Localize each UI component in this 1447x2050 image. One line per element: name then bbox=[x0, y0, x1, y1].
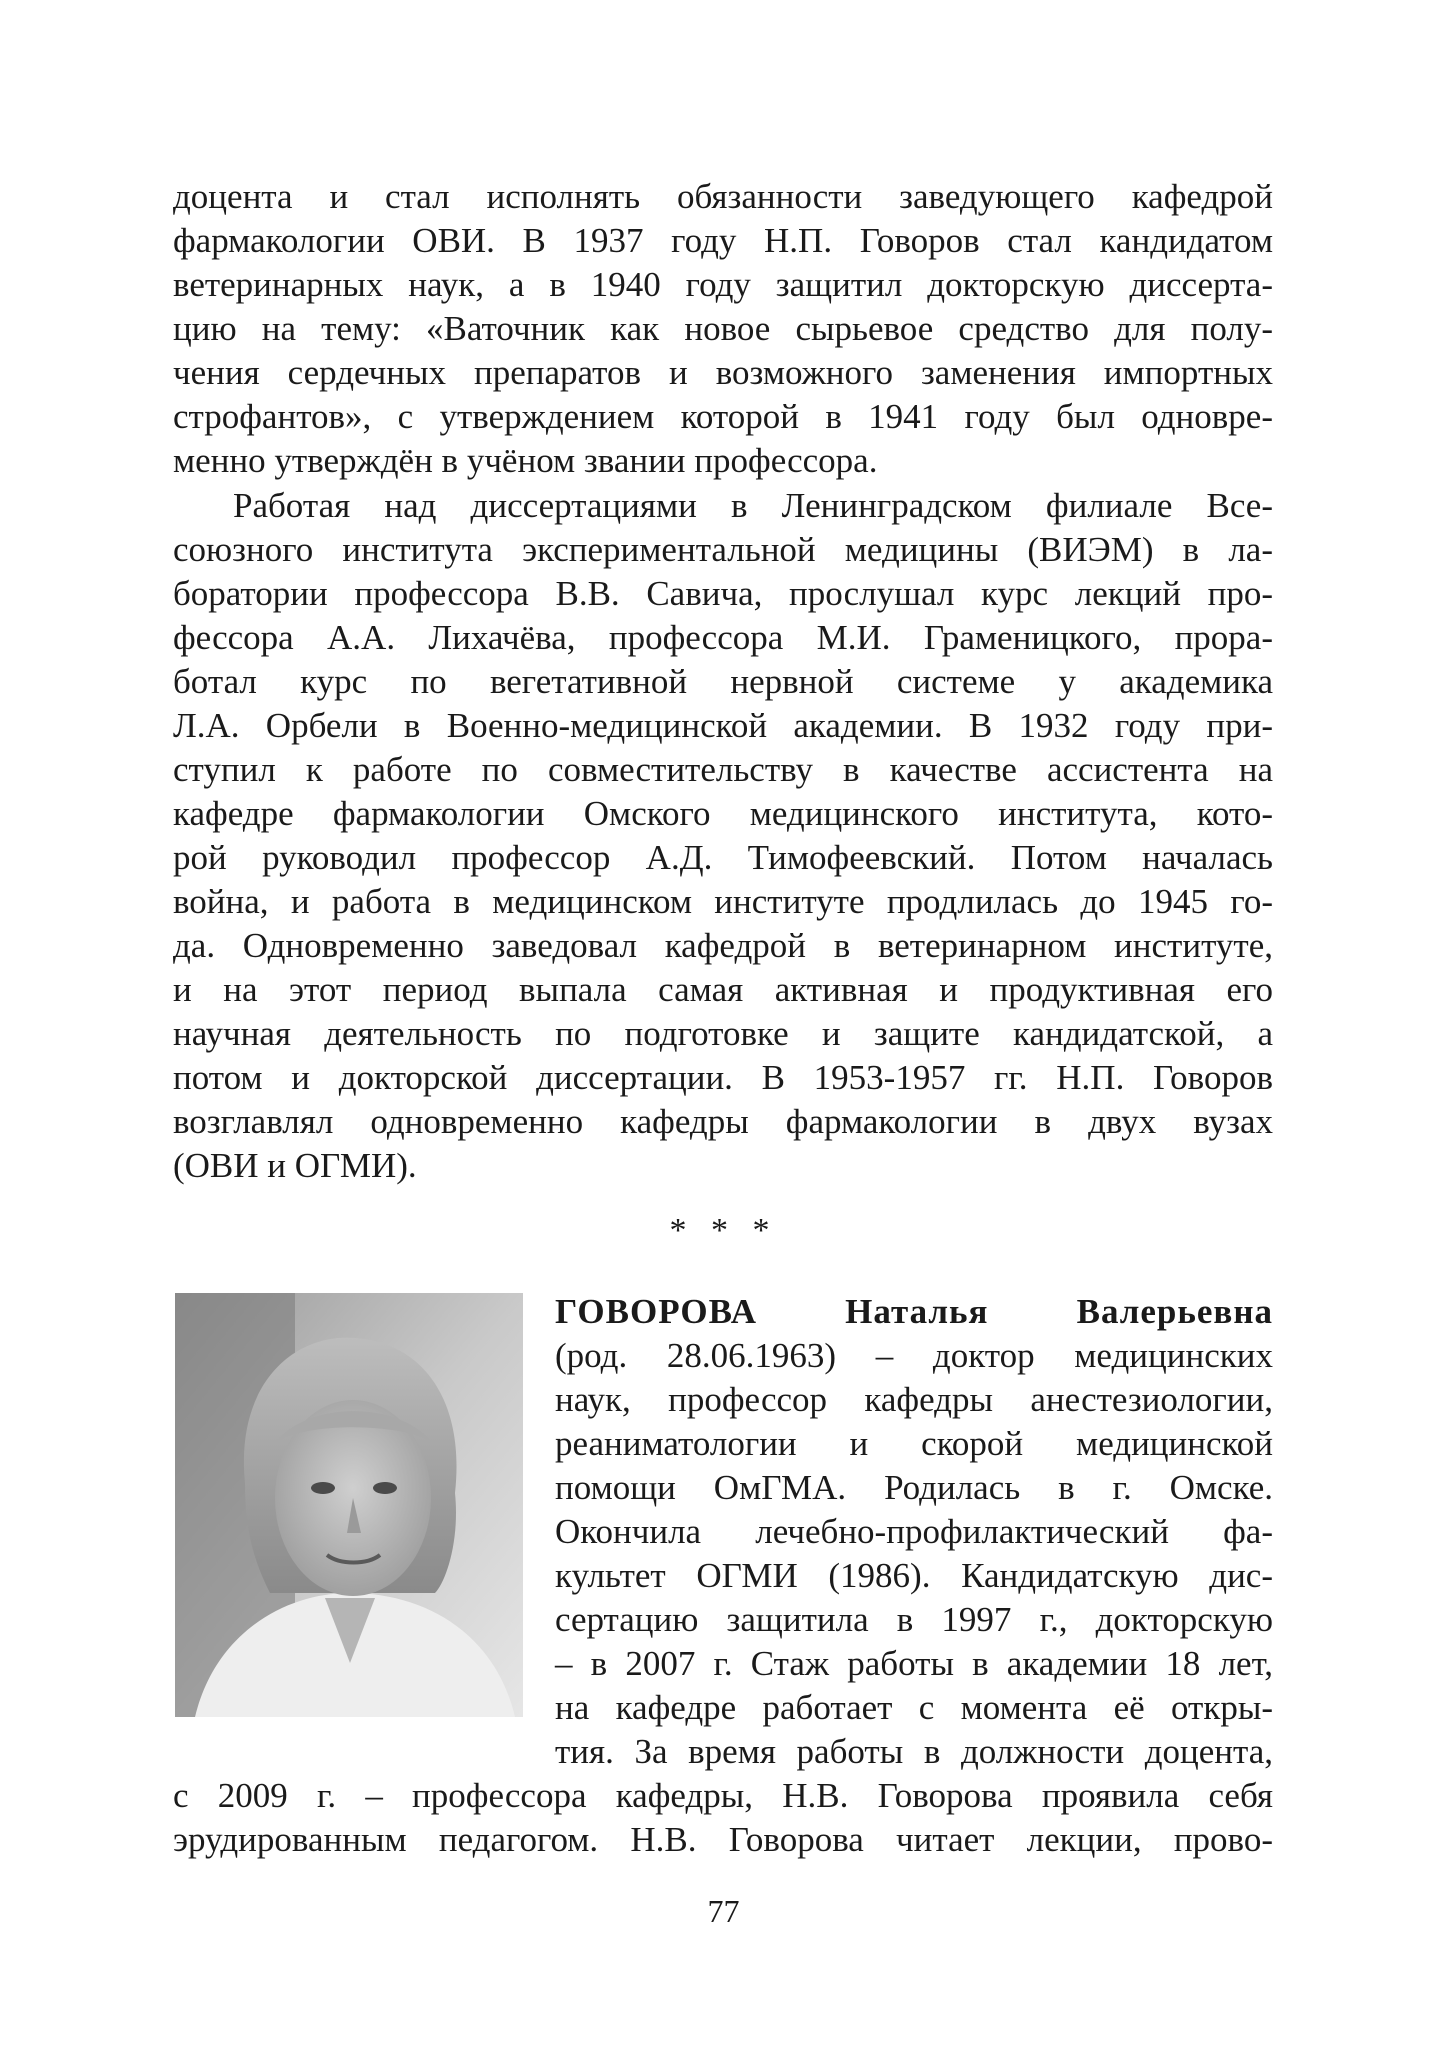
text-line: фармакологии ОВИ. В 1937 году Н.П. Говоров стал кандидатом bbox=[173, 221, 1273, 260]
text-line: Л.А. Орбели в Военно-медицинской академии. В 1932 году при- bbox=[173, 706, 1273, 745]
text-line: (род. 28.06.1963) – доктор медицинских bbox=[555, 1336, 1273, 1375]
text-line: ветеринарных наук, а в 1940 году защитил докторскую диссерта- bbox=[173, 265, 1273, 304]
text-line: реаниматологии и скорой медицинской bbox=[555, 1424, 1273, 1463]
text-line: цию на тему: «Ваточник как новое сырьевое средство для полу- bbox=[173, 309, 1273, 348]
portrait-image bbox=[175, 1293, 523, 1717]
section-separator: * * * bbox=[669, 1212, 778, 1249]
text-line: возглавлял одновременно кафедры фармакологии в двух вузах bbox=[173, 1102, 1273, 1141]
person-name: ГОВОРОВА Наталья Валерьевна bbox=[555, 1292, 1273, 1331]
text-line: строфантов», с утверждением которой в 1941 году был одновре- bbox=[173, 397, 1273, 436]
text-line: с 2009 г. – профессора кафедры, Н.В. Говорова проявила себя bbox=[173, 1776, 1273, 1815]
text-line: менно утверждён в учёном звании профессора. bbox=[173, 441, 878, 480]
text-line: и на этот период выпала самая активная и продуктивная его bbox=[173, 970, 1273, 1009]
text-line: (ОВИ и ОГМИ). bbox=[173, 1146, 417, 1185]
text-line: – в 2007 г. Стаж работы в академии 18 лет, bbox=[555, 1644, 1273, 1683]
text-line: тия. За время работы в должности доцента, bbox=[555, 1732, 1273, 1771]
portrait-photo bbox=[175, 1293, 523, 1717]
text-line: кафедре фармакологии Омского медицинского института, кото- bbox=[173, 794, 1273, 833]
text-line: доцента и стал исполнять обязанности заведующего кафедрой bbox=[173, 177, 1273, 216]
text-line: ступил к работе по совместительству в качестве ассистента на bbox=[173, 750, 1273, 789]
text-line: союзного института экспериментальной медицины (ВИЭМ) в ла- bbox=[173, 530, 1273, 569]
text-line: фессора А.А. Лихачёва, профессора М.И. Граменицкого, прора- bbox=[173, 618, 1273, 657]
text-line: потом и докторской диссертации. В 1953-1957 гг. Н.П. Говоров bbox=[173, 1058, 1273, 1097]
text-line: Работая над диссертациями в Ленинградском филиале Все- bbox=[233, 486, 1273, 525]
text-line: сертацию защитила в 1997 г., докторскую bbox=[555, 1600, 1273, 1639]
text-line: боратории профессора В.В. Савича, прослушал курс лекций про- bbox=[173, 574, 1273, 613]
text-line: чения сердечных препаратов и возможного заменения импортных bbox=[173, 353, 1273, 392]
text-line: эрудированным педагогом. Н.В. Говорова читает лекции, прово- bbox=[173, 1820, 1273, 1859]
text-line: да. Одновременно заведовал кафедрой в ветеринарном институте, bbox=[173, 926, 1273, 965]
text-line: рой руководил профессор А.Д. Тимофеевский. Потом началась bbox=[173, 838, 1273, 877]
text-line: помощи ОмГМА. Родилась в г. Омске. bbox=[555, 1468, 1273, 1507]
text-line: научная деятельность по подготовке и защите кандидатской, а bbox=[173, 1014, 1273, 1053]
text-line: Окончила лечебно-профилактический фа- bbox=[555, 1512, 1273, 1551]
text-line: на кафедре работает с момента её откры- bbox=[555, 1688, 1273, 1727]
text-line: ботал курс по вегетативной нервной системе у академика bbox=[173, 662, 1273, 701]
text-line: наук, профессор кафедры анестезиологии, bbox=[555, 1380, 1273, 1419]
text-line: война, и работа в медицинском институте продлилась до 1945 го- bbox=[173, 882, 1273, 921]
text-line: культет ОГМИ (1986). Кандидатскую дис- bbox=[555, 1556, 1273, 1595]
page-number: 77 bbox=[707, 1893, 740, 1929]
